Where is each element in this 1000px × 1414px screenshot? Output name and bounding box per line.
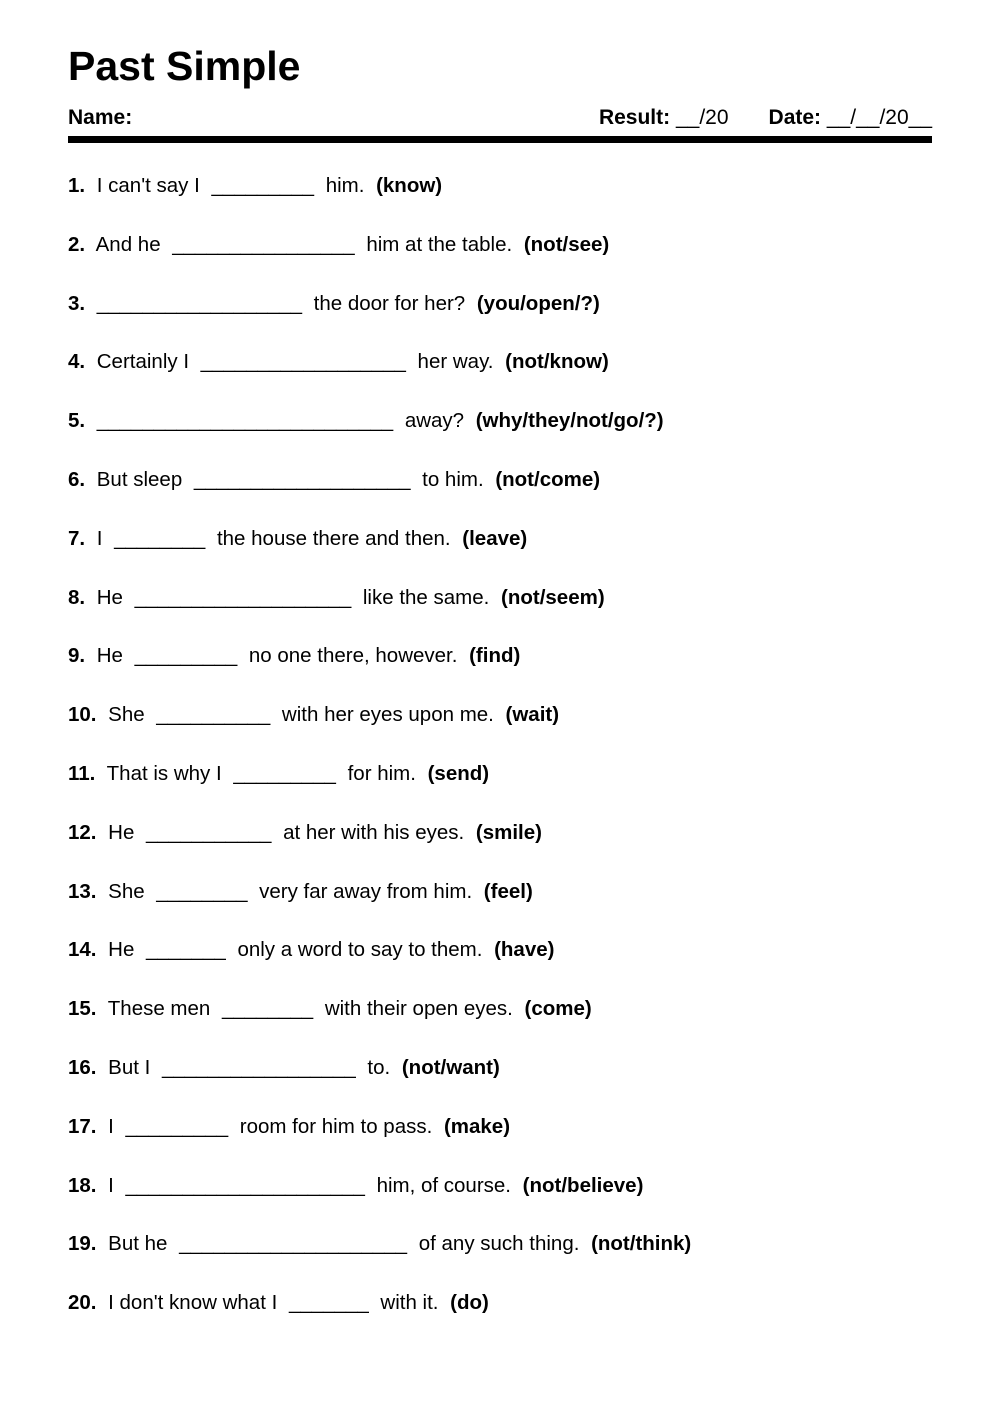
- verb-hint: (not/want): [401, 1055, 500, 1079]
- question-post-text: of any such thing.: [418, 1232, 580, 1256]
- question-row: [68, 1290, 932, 1315]
- question-pre-text: She: [108, 703, 145, 727]
- question-number: 11.: [68, 761, 96, 785]
- answer-blank: _________: [233, 761, 336, 785]
- question-post-text: the door for her?: [313, 291, 466, 315]
- answer-blank: ________: [114, 526, 206, 550]
- question-row: [68, 820, 932, 845]
- answer-blank: ___________________: [134, 585, 352, 609]
- question-post-text: with her eyes upon me.: [281, 703, 494, 727]
- question-post-text: for him.: [347, 761, 416, 785]
- question-row: [68, 526, 932, 551]
- question-pre-text: He: [108, 820, 135, 844]
- question-pre-text: These men: [107, 997, 211, 1021]
- question-number: 7.: [68, 526, 86, 550]
- answer-blank: ________: [221, 997, 314, 1021]
- question-post-text: at her with his eyes.: [283, 820, 465, 844]
- question-number: 9.: [68, 644, 86, 668]
- verb-hint: (not/seem): [501, 585, 605, 609]
- answer-blank: _____________________: [125, 1173, 365, 1197]
- question-number: 2.: [68, 232, 86, 256]
- answer-blank: __________________: [200, 350, 406, 374]
- question-pre-text: I: [108, 1114, 114, 1138]
- date-label: Date:: [768, 106, 822, 129]
- verb-hint: (send): [427, 761, 490, 785]
- verb-hint: (why/they/not/go/?): [475, 409, 664, 433]
- question-number: 10.: [68, 703, 97, 727]
- verb-hint: (not/know): [505, 350, 609, 374]
- verb-hint: (have): [494, 938, 555, 962]
- question-pre-text: I: [108, 1173, 114, 1197]
- question-pre-text: Certainly I: [96, 350, 190, 374]
- answer-blank: __________________________: [96, 409, 394, 433]
- question-post-text: no one there, however.: [248, 644, 458, 668]
- answer-blank: ___________: [146, 820, 272, 844]
- date-field: [769, 106, 932, 130]
- question-number: 14.: [68, 938, 97, 962]
- question-post-text: her way.: [417, 350, 494, 374]
- verb-hint: (know): [376, 174, 443, 197]
- question-number: 5.: [68, 409, 86, 433]
- question-number: 20.: [68, 1291, 97, 1315]
- question-row: [68, 1173, 932, 1198]
- name-label: Name:: [68, 106, 133, 129]
- question-number: 12.: [68, 820, 97, 844]
- answer-blank: _________________: [161, 1055, 356, 1079]
- question-post-text: very far away from him.: [259, 879, 473, 903]
- question-number: 15.: [68, 997, 97, 1021]
- question-row: [68, 1114, 932, 1139]
- question-pre-text: I don't know what I: [108, 1291, 278, 1315]
- question-row: [68, 761, 932, 786]
- question-pre-text: But I: [108, 1055, 151, 1079]
- question-number: 17.: [68, 1114, 97, 1138]
- question-row: [68, 349, 932, 374]
- question-pre-text: I can't say I: [96, 174, 200, 197]
- question-row: [68, 643, 932, 668]
- verb-hint: (not/believe): [522, 1173, 644, 1197]
- question-post-text: him at the table.: [366, 232, 513, 256]
- date-value: __/__/20__: [826, 106, 932, 129]
- question-row: [68, 291, 932, 316]
- question-row: [68, 1231, 932, 1256]
- answer-blank: _______: [288, 1291, 369, 1315]
- question-number: 3.: [68, 291, 86, 315]
- question-pre-text: She: [108, 879, 145, 903]
- question-row: [68, 408, 932, 433]
- result-field: [599, 106, 729, 130]
- answer-blank: ________: [156, 879, 248, 903]
- meta-right-group: [599, 106, 932, 130]
- question-number: 18.: [68, 1173, 97, 1197]
- question-number: 4.: [68, 350, 86, 374]
- question-row: [68, 467, 932, 492]
- answer-blank: __________________: [96, 291, 302, 315]
- question-row: [68, 232, 932, 257]
- page-title: Past Simple: [68, 43, 301, 89]
- result-value: __/20: [675, 106, 729, 129]
- question-pre-text: But sleep: [96, 467, 183, 491]
- verb-hint: (feel): [483, 879, 533, 903]
- result-label: Result:: [598, 106, 671, 129]
- question-pre-text: He: [96, 644, 123, 668]
- question-number: 19.: [68, 1232, 97, 1256]
- answer-blank: _______: [146, 938, 226, 962]
- verb-hint: (find): [469, 644, 521, 668]
- verb-hint: (wait): [505, 703, 560, 727]
- question-post-text: with their open eyes.: [324, 997, 513, 1021]
- question-pre-text: That is why I: [106, 761, 222, 785]
- answer-blank: ___________________: [193, 467, 411, 491]
- question-list: [68, 173, 932, 1315]
- question-number: 13.: [68, 879, 97, 903]
- answer-blank: _________: [125, 1114, 229, 1138]
- question-pre-text: But he: [108, 1232, 168, 1256]
- answer-blank: ____________________: [179, 1232, 408, 1256]
- verb-hint: (do): [450, 1291, 489, 1315]
- question-post-text: to.: [367, 1055, 391, 1079]
- answer-blank: __________: [156, 703, 271, 727]
- header-rule: [68, 136, 932, 143]
- question-pre-text: I: [96, 526, 103, 550]
- question-post-text: only a word to say to them.: [237, 938, 483, 962]
- verb-hint: (come): [524, 997, 592, 1021]
- question-row: [68, 1055, 932, 1080]
- verb-hint: (not/think): [591, 1232, 692, 1256]
- name-field: [68, 106, 132, 130]
- question-row: [68, 879, 932, 904]
- question-post-text: room for him to pass.: [239, 1114, 433, 1138]
- verb-hint: (you/open/?): [476, 291, 600, 315]
- question-row: [68, 937, 932, 962]
- question-pre-text: He: [96, 585, 123, 609]
- question-pre-text: He: [108, 938, 135, 962]
- question-post-text: the house there and then.: [216, 526, 451, 550]
- verb-hint: (make): [443, 1114, 511, 1138]
- meta-row: [68, 106, 932, 130]
- answer-blank: ________________: [172, 232, 355, 256]
- question-pre-text: And he: [95, 232, 161, 256]
- question-number: 16.: [68, 1055, 97, 1079]
- question-post-text: with it.: [380, 1291, 439, 1315]
- answer-blank: _________: [134, 644, 238, 668]
- question-number: 1.: [68, 174, 86, 197]
- question-post-text: away?: [404, 409, 465, 433]
- verb-hint: (not/come): [495, 467, 601, 491]
- question-number: 6.: [68, 467, 86, 491]
- verb-hint: (not/see): [523, 232, 610, 256]
- question-post-text: like the same.: [362, 585, 490, 609]
- question-row: [68, 173, 932, 198]
- question-post-text: to him.: [422, 467, 484, 491]
- answer-blank: _________: [211, 174, 315, 197]
- verb-hint: (leave): [462, 526, 528, 550]
- question-number: 8.: [68, 585, 86, 609]
- verb-hint: (smile): [475, 820, 542, 844]
- question-row: [68, 996, 932, 1021]
- question-row: [68, 702, 932, 727]
- question-post-text: him.: [325, 174, 365, 197]
- question-post-text: him, of course.: [376, 1173, 512, 1197]
- question-row: [68, 585, 932, 610]
